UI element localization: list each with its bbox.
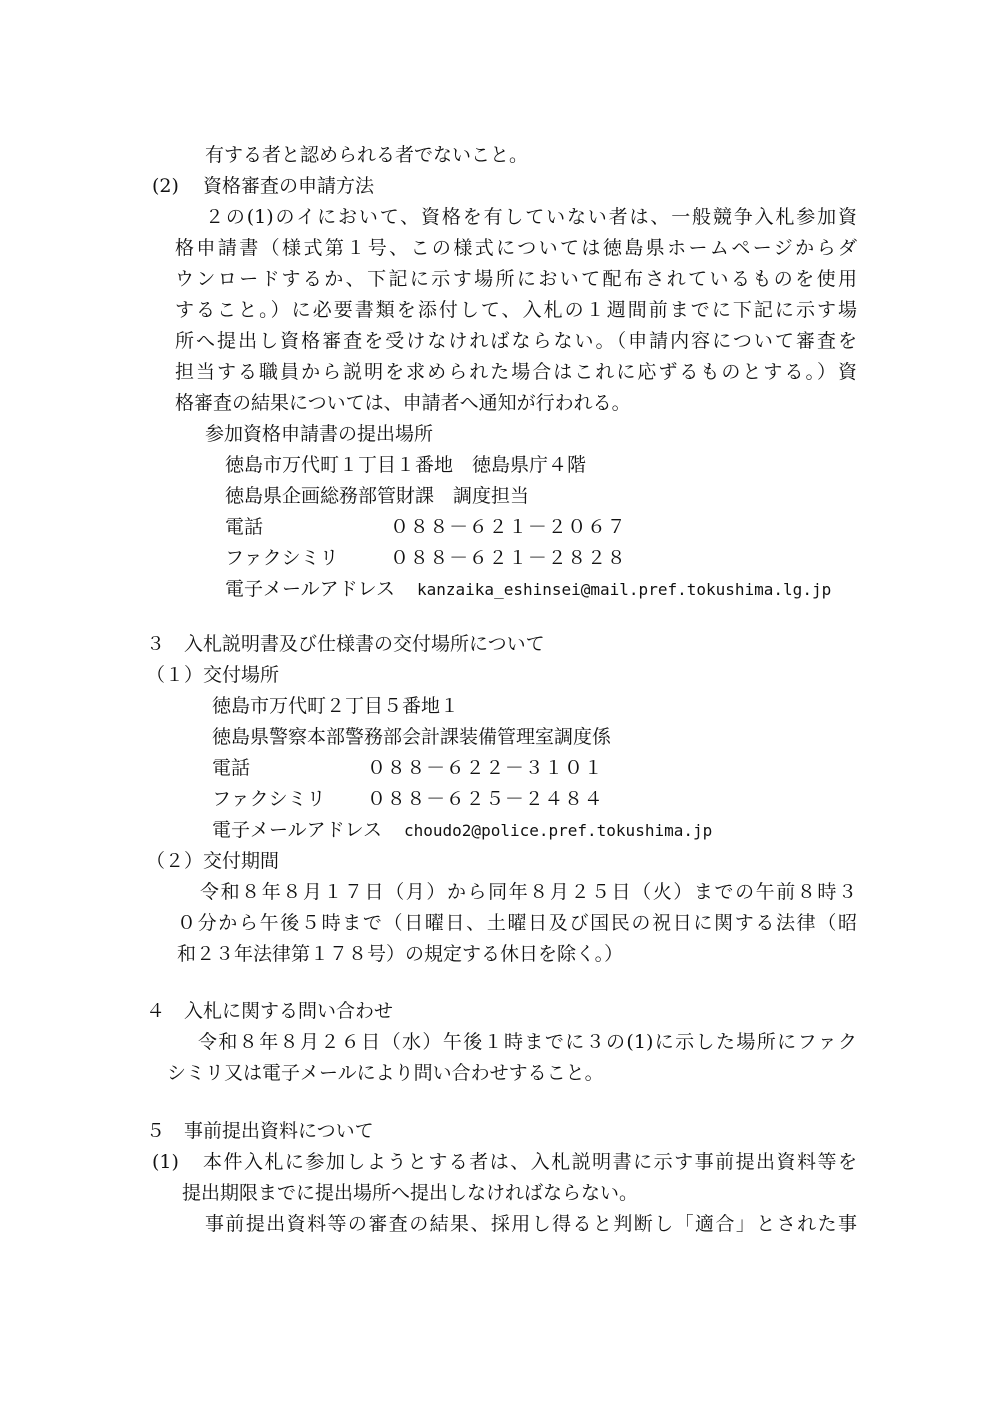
- section-heading: ３ 入札説明書及び仕様書の交付場所について: [146, 633, 545, 655]
- department-line: 徳島県企画総務部管財課 調度担当: [225, 485, 530, 507]
- paragraph-line: 事前提出資料等の審査の結果、採用し得ると判断し「適合」とされた事: [205, 1213, 857, 1235]
- fax-number: ０８８－６２１－２８２８: [390, 547, 627, 569]
- section-heading: ５ 事前提出資料について: [146, 1120, 374, 1142]
- email-address: choudo2@police.pref.tokushima.jp: [404, 821, 713, 840]
- paragraph-line: 担当する職員から説明を求められた場合はこれに応ずるものとする。）資: [175, 361, 857, 383]
- section-number: (2): [152, 175, 179, 197]
- email-address: kanzaika_eshinsei@mail.pref.tokushima.lg.jp: [417, 580, 832, 599]
- paragraph-line: 本件入札に参加しようとする者は、入札説明書に示す事前提出資料等を: [203, 1151, 857, 1173]
- section-number: (1): [152, 1151, 179, 1173]
- address-line: 徳島市万代町２丁目５番地１: [212, 695, 460, 717]
- fax-number: ０８８－６２５－２４８４: [367, 788, 604, 810]
- paragraph-line: 格審査の結果については、申請者へ通知が行われる。: [175, 392, 631, 414]
- subheading: 参加資格申請書の提出場所: [205, 423, 434, 445]
- paragraph-line: すること。）に必要書類を添付して、入札の１週間前までに下記に示す場: [175, 299, 857, 321]
- department-line: 徳島県警察本部警務部会計課装備管理室調度係: [212, 726, 612, 748]
- section-heading: 資格審査の申請方法: [203, 175, 375, 197]
- text-line: 有する者と認められる者でないこと。: [205, 144, 529, 166]
- paragraph-line: 格申請書（様式第１号、この様式については徳島県ホームページからダ: [175, 237, 857, 259]
- paragraph-line: 提出期限までに提出場所へ提出しなければならない。: [182, 1182, 639, 1204]
- phone-label: 電話: [212, 757, 251, 779]
- email-label: 電子メールアドレス: [212, 819, 383, 841]
- address-line: 徳島市万代町１丁目１番地 徳島県庁４階: [225, 454, 587, 476]
- subsection-heading: （２）交付期間: [146, 850, 280, 872]
- phone-number: ０８８－６２１－２０６７: [390, 516, 627, 538]
- paragraph-line: 令和８年８月２６日（水）午後１時までに３の(1)に示した場所にファク: [198, 1031, 857, 1053]
- paragraph-line: ０分から午後５時まで（日曜日、土曜日及び国民の祝日に関する法律（昭: [177, 912, 857, 934]
- paragraph-line: シミリ又は電子メールにより問い合わせすること。: [167, 1062, 604, 1084]
- paragraph-line: ２の(1)のイにおいて、資格を有していない者は、一般競争入札参加資: [205, 206, 857, 228]
- phone-label: 電話: [225, 516, 264, 538]
- paragraph-line: 令和８年８月１７日（月）から同年８月２５日（火）までの午前８時３: [200, 881, 857, 903]
- section-heading: ４ 入札に関する問い合わせ: [146, 1000, 394, 1022]
- phone-number: ０８８－６２２－３１０１: [367, 757, 604, 779]
- paragraph-line: ウンロードするか、下記に示す場所において配布されているものを使用: [175, 268, 857, 290]
- fax-label: ファクシミリ: [212, 788, 326, 810]
- email-label: 電子メールアドレス: [225, 578, 396, 600]
- subsection-heading: （１）交付場所: [146, 664, 280, 686]
- fax-label: ファクシミリ: [225, 547, 339, 569]
- paragraph-line: 和２３年法律第１７８号）の規定する休日を除く。）: [177, 943, 624, 965]
- paragraph-line: 所へ提出し資格審査を受けなければならない。（申請内容について審査を: [175, 330, 857, 352]
